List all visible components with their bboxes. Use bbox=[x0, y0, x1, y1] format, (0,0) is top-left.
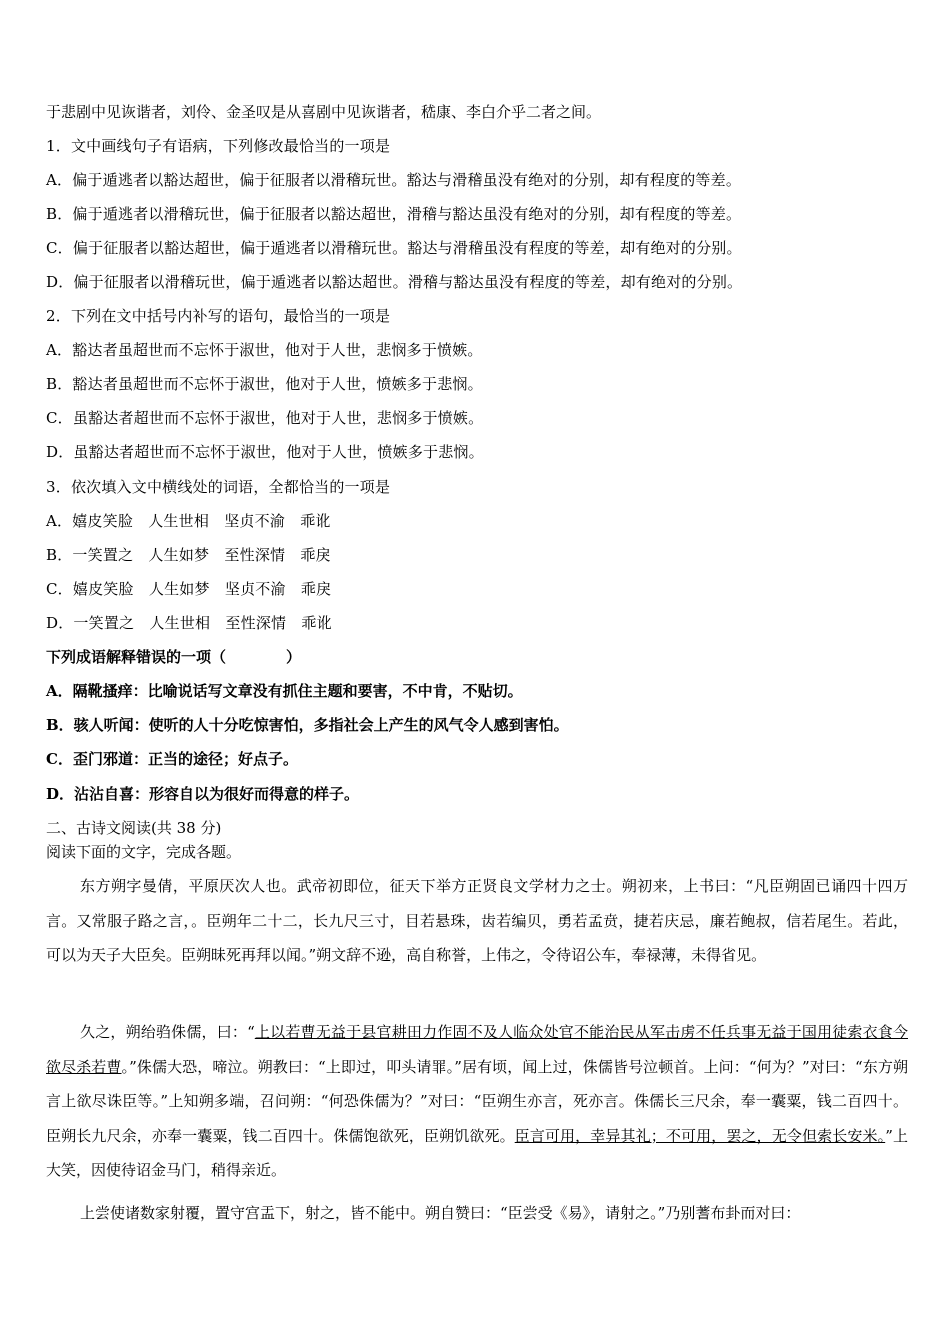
question-3-option-d: D．一笑置之 人生世相 至性深情 乖讹 bbox=[46, 614, 332, 632]
question-3-option-c: C．嬉皮笑脸 人生如梦 坚贞不渝 乖戾 bbox=[46, 580, 332, 598]
section-2-title: 二、古诗文阅读(共 38 分) bbox=[46, 819, 222, 837]
question-4-option-b: B．骇人听闻：使听的人十分吃惊害怕，多指社会上产生的风气令人感到害怕。 bbox=[46, 716, 569, 734]
question-2-option-d: D．虽豁达者超世而不忘怀于淑世，他对于人世，愤嫉多于悲悯。 bbox=[46, 443, 484, 461]
question-2-option-b: B．豁达者虽超世而不忘怀于淑世，他对于人世，愤嫉多于悲悯。 bbox=[46, 375, 483, 393]
passage-p2-opening: 久之，朔绐驺侏儒，曰：“ bbox=[80, 1023, 255, 1041]
question-2-option-a: A．豁达者虽超世而不忘怀于淑世，他对于人世，悲悯多于愤嫉。 bbox=[46, 341, 483, 359]
question-3-stem: 3．依次填入文中横线处的词语，全都恰当的一项是 bbox=[46, 478, 391, 496]
question-1-option-d: D．偏于征服者以滑稽玩世，偏于遁逃者以豁达超世。滑稽与豁达虽没有程度的等差，却有绝对的分别。 bbox=[46, 273, 743, 291]
question-4-option-a: A．隔靴搔痒：比喻说话写文章没有抓住主题和要害，不中肯，不贴切。 bbox=[46, 682, 523, 700]
question-2-option-c: C．虽豁达者超世而不忘怀于淑世，他对于人世，悲悯多于愤嫉。 bbox=[46, 409, 484, 427]
passage-paragraph-3: 上尝使诸数家射覆，置守宫盂下，射之，皆不能中。朔自赞曰：“臣尝受《易》，请射之。”乃别蓍布卦而对曰： bbox=[80, 1204, 801, 1222]
question-4-option-d: D．沾沾自喜：形容自以为很好而得意的样子。 bbox=[46, 785, 360, 803]
question-4-option-c: C．歪门邪道：正当的途径；好点子。 bbox=[46, 750, 298, 768]
question-3-option-a: A．嬉皮笑脸 人生世相 坚贞不渝 乖讹 bbox=[46, 512, 331, 530]
underlined-sentence-2: 臣言可用，幸异其礼；不可用，罢之，无令但索长安米。 bbox=[514, 1126, 886, 1145]
intro-line: 于悲剧中见诙谐者，刘伶、金圣叹是从喜剧中见诙谐者，嵇康、李白介乎二者之间。 bbox=[46, 103, 602, 121]
passage-p2-middle: 。”侏儒大恐，啼泣。朔教曰：“上即过，叩头请罪。”居有顷，闻上过，侏儒皆号泣顿首。上问：“何为？”对曰：“东方朔言上欲尽诛臣等。”上知朔多端，召问朔：“何恐侏儒为？”对曰：“臣朔生亦言，死亦言。侏儒长三尺余，奉一囊粟，钱二百四十。臣朔长九尺余，亦奉一囊粟，钱二百四十。侏儒饱欲死，臣朔饥欲死。 bbox=[46, 1057, 908, 1145]
passage-paragraph-1: 东方朔字曼倩，平原厌次人也。武帝初即位，征天下举方正贤良文学材力之士。朔初来，上书曰：“凡臣朔固已诵四十四万言。又常服子路之言，。臣朔年二十二，长九尺三寸，目若悬珠，齿若编贝，勇若孟贲，捷若庆忌，廉若鲍叔，信若尾生。若此，可以为天子大臣矣。臣朔昧死再拜以闻。”朔文辞不逊，高自称誉，上伟之，令待诏公车，奉禄薄，未得省见。 bbox=[46, 877, 908, 964]
question-4-stem: 下列成语解释错误的一项（ ） bbox=[46, 648, 302, 666]
question-1-option-c: C．偏于征服者以豁达超世，偏于遁逃者以滑稽玩世。豁达与滑稽虽没有程度的等差，却有绝对的分别。 bbox=[46, 239, 742, 257]
section-2-instruction: 阅读下面的文字，完成各题。 bbox=[46, 843, 242, 861]
passage-paragraph-2 bbox=[46, 1015, 908, 1188]
question-1-stem: 1．文中画线句子有语病，下列修改最恰当的一项是 bbox=[46, 137, 391, 155]
question-2-stem: 2．下列在文中括号内补写的语句，最恰当的一项是 bbox=[46, 307, 391, 325]
underlined-sentence-1: 上以若曹无益于县官耕田力作固不及人临众处官不能治民从军击虏不任兵事无益于国用徒索衣食今欲尽杀若曹 bbox=[46, 1023, 908, 1076]
question-1-option-a: A．偏于遁逃者以豁达超世，偏于征服者以滑稽玩世。豁达与滑稽虽没有绝对的分别，却有程度的等差。 bbox=[46, 171, 742, 189]
passage-p2-closing: ”上大笑，因使待诏金马门，稍得亲近。 bbox=[46, 1126, 908, 1179]
question-1-option-b: B．偏于遁逃者以滑稽玩世，偏于征服者以豁达超世，滑稽与豁达虽没有绝对的分别，却有程度的等差。 bbox=[46, 205, 742, 223]
question-3-option-b: B．一笑置之 人生如梦 至性深情 乖戾 bbox=[46, 546, 331, 564]
